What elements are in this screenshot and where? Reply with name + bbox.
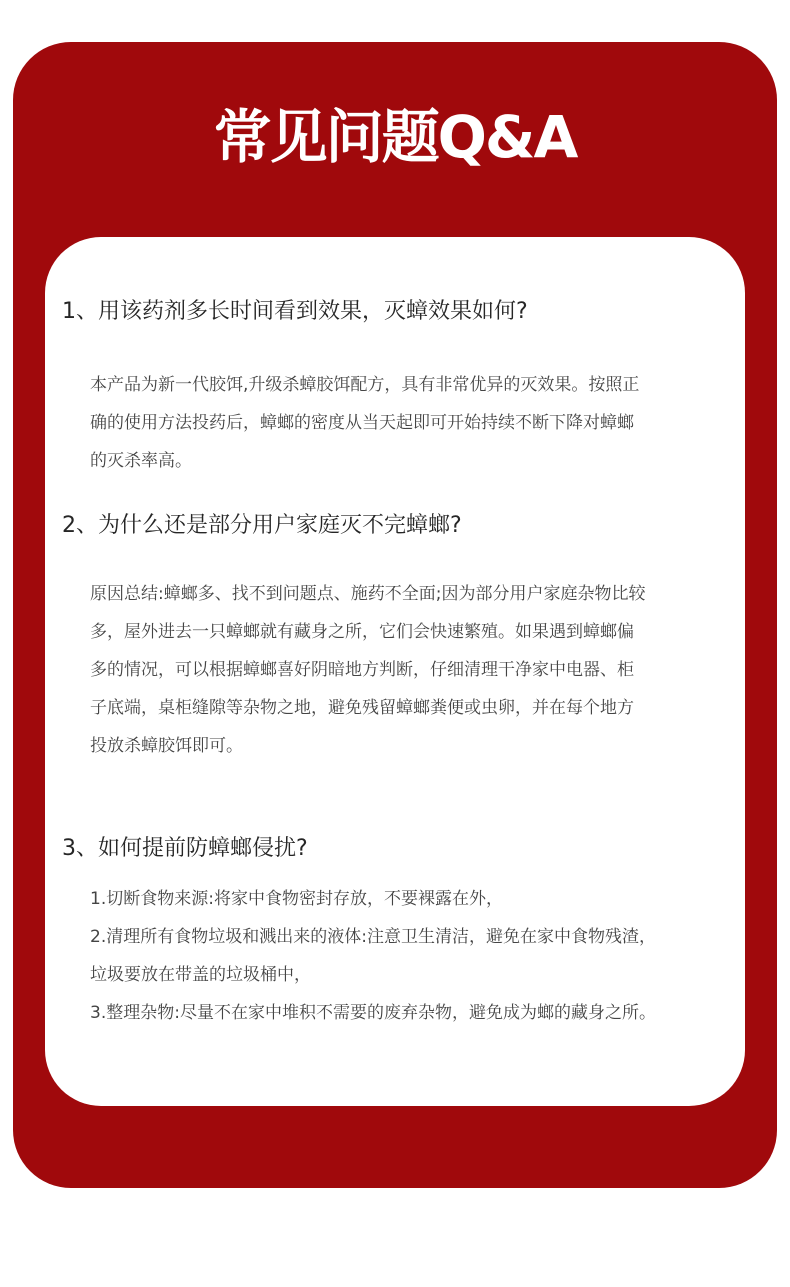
- page-title: 常见问题Q&A: [213, 103, 577, 171]
- faq-question-2: 2、为什么还是部分用户家庭灭不完蟑螂?: [62, 513, 462, 538]
- answer-line: 的灭杀率高。: [90, 451, 192, 471]
- answer-line: 3.整理杂物:尽量不在家中堆积不需要的废弃杂物，避免成为螂的藏身之所。: [90, 1003, 656, 1023]
- answer-line: 原因总结:蟑螂多、找不到问题点、施药不全面;因为部分用户家庭杂物比较: [90, 584, 646, 604]
- answer-line: 子底端，桌柜缝隙等杂物之地，避免残留蟑螂粪便或虫卵，并在每个地方: [90, 698, 634, 718]
- faq-answer-3: [90, 880, 656, 1032]
- faq-question-1: 1、用该药剂多长时间看到效果，灭蟑效果如何?: [62, 299, 528, 324]
- answer-line: 确的使用方法投药后，蟑螂的密度从当天起即可开始持续不断下降对蟑螂: [90, 413, 634, 433]
- answer-line: 多，屋外进去一只蟑螂就有藏身之所，它们会快速繁殖。如果遇到蟑螂偏: [90, 622, 634, 642]
- faq-answer-1: [90, 366, 639, 480]
- faq-question-3: 3、如何提前防蟑螂侵扰?: [62, 836, 308, 861]
- answer-line: 1.切断食物来源:将家中食物密封存放，不要裸露在外，: [90, 889, 503, 909]
- answer-line: 投放杀蟑胶饵即可。: [90, 736, 243, 756]
- answer-line: 本产品为新一代胶饵,升级杀蟑胶饵配方，具有非常优异的灭效果。按照正: [90, 375, 640, 395]
- answer-line: 多的情况，可以根据蟑螂喜好阴暗地方判断，仔细清理干净家中电器、柜: [90, 660, 634, 680]
- faq-answer-2: [90, 575, 645, 765]
- answer-line: 2.清理所有食物垃圾和溅出来的液体:注意卫生清洁，避免在家中食物残渣，: [90, 927, 656, 947]
- answer-line: 垃圾要放在带盖的垃圾桶中，: [90, 965, 311, 985]
